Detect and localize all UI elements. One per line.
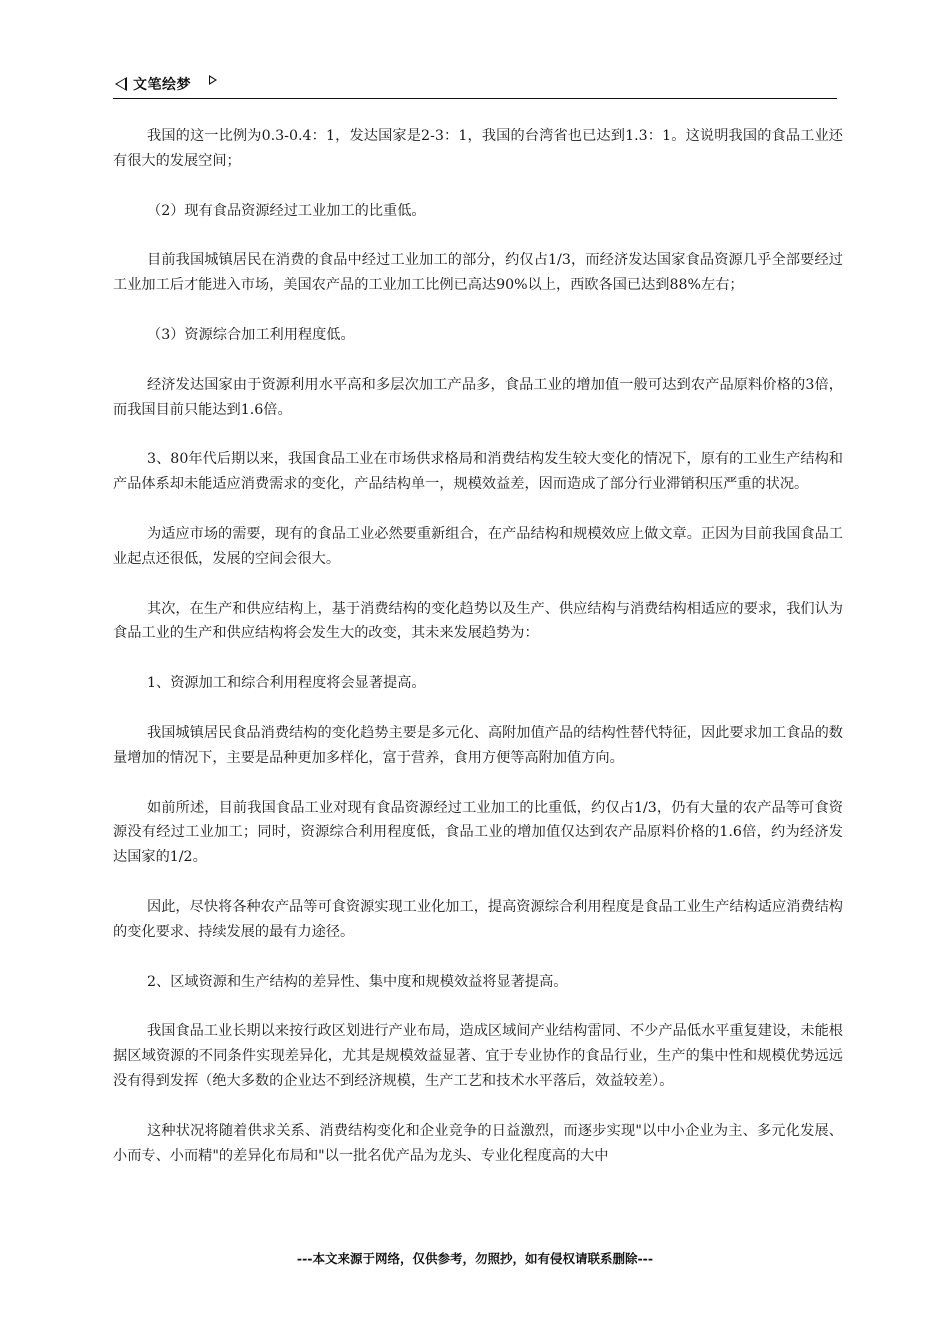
paragraph: 3、80年代后期以来，我国食品工业在市场供求格局和消费结构发生较大变化的情况下，原有的工业生产结构和产品体系却未能适应消费需求的变化，产品结构单一，规模效益差，因而造成了部分行业滞销积压严重的状况。	[113, 451, 843, 493]
paragraph: 为适应市场的需要，现有的食品工业必然要重新组合，在产品结构和规模效应上做文章。正因为目前我国食品工业起点还很低，发展的空间会很大。	[113, 525, 843, 567]
page-header	[113, 72, 837, 99]
paragraph: 1、资源加工和综合利用程度将会显著提高。	[147, 675, 426, 692]
paragraph: 如前所述，目前我国食品工业对现有食品资源经过工业加工的比重低，约仅占1/3，仍有大量的农产品等可食资源没有经过工业加工；同时，资源综合利用程度低，食品工业的增加值仅达到农产品原料价格的1.6倍，约为经济发达国家的1/2。	[113, 799, 843, 866]
header-brand: 文笔绘梦	[133, 77, 191, 93]
paragraph: 目前我国城镇居民在消费的食品中经过工业加工的部分，约仅占1/3，而经济发达国家食品资源几乎全部要经过工业加工后才能进入市场，美国农产品的工业加工比例已高达90%以上，西欧各国已达到88%左右；	[113, 252, 843, 294]
triangle-left-icon	[115, 77, 127, 91]
paragraph: 我国食品工业长期以来按行政区划进行产业布局，造成区域间产业结构雷同、不少产品低水平重复建设，未能根据区域资源的不同条件实现差异化，尤其是规模效益显著、宜于专业协作的食品行业，生产的集中性和规模优势远远没有得到发挥（绝大多数的企业达不到经济规模，生产工艺和技术水平落后，效益较差）。	[113, 1023, 843, 1089]
paragraph: 经济发达国家由于资源利用水平高和多层次加工产品多，食品工业的增加值一般可达到农产品原料价格的3倍，而我国目前只能达到1.6倍。	[113, 376, 843, 418]
paragraph: （2）现有食品资源经过工业加工的比重低。	[147, 202, 426, 219]
document-body	[113, 124, 843, 1193]
paragraph: 这种状况将随着供求关系、消费结构变化和企业竞争的日益激烈，而逐步实现"以中小企业为主、多元化发展、小而专、小而精"的差异化布局和"以一批名优产品为龙头、专业化程度高的大中	[113, 1122, 843, 1164]
paragraph: （3）资源综合加工利用程度低。	[147, 326, 355, 343]
paragraph: 因此，尽快将各种农产品等可食资源实现工业化加工，提高资源综合利用程度是食品工业生产结构适应消费结构的变化要求、持续发展的最有力途径。	[113, 898, 843, 940]
footer-notice: ---本文来源于网络，仅供参考，勿照抄，如有侵权请联系删除---	[296, 1251, 654, 1266]
paragraph: 其次，在生产和供应结构上，基于消费结构的变化趋势以及生产、供应结构与消费结构相适应的要求，我们认为食品工业的生产和供应结构将会发生大的改变，其未来发展趋势为：	[113, 600, 843, 642]
paragraph: 我国城镇居民食品消费结构的变化趋势主要是多元化、高附加值产品的结构性替代特征，因此要求加工食品的数量增加的情况下，主要是品种更加多样化，富于营养，食用方便等高附加值方向。	[113, 724, 843, 766]
triangle-right-icon	[209, 75, 217, 85]
paragraph: 我国的这一比例为0.3-0.4：1，发达国家是2-3：1，我国的台湾省也已达到1.3：1。这说明我国的食品工业还有很大的发展空间；	[113, 128, 843, 169]
paragraph: 2、区域资源和生产结构的差异性、集中度和规模效益将显著提高。	[147, 973, 568, 990]
